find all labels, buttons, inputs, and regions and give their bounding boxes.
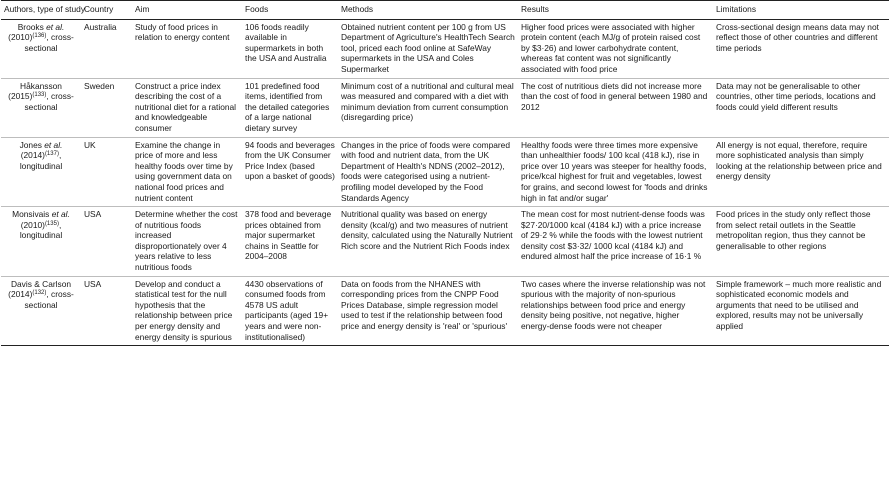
limitations-cell: Data may not be generalisable to other countries, other time periods, locations and foods could yield different results [713,78,889,137]
country-cell: USA [81,276,132,346]
header-methods: Methods [338,1,518,20]
limitations-cell: All energy is not equal, therefore, require more sophisticated analysis than simply looking at the relationship between price and energy density [713,137,889,207]
foods-cell: 4430 observations of consumed foods from 4578 US adult participants (aged 19+ years and were non-institutionalised) [242,276,338,346]
aim-cell: Determine whether the cost of nutritious foods increased disproportionately over 4 years relative to less nutritious foods [132,207,242,277]
header-limitations: Limitations [713,1,889,20]
results-cell: The mean cost for most nutrient-dense foods was $27·20/1000 kcal (4184 kJ) with a price increase of 29·2 % while the foods with the lowest nutrient density cost $3·32/ 1000 kcal (4184 kJ) and endured almost half the price increase of 16·1 % [518,207,713,277]
results-cell: Two cases where the inverse relationship was not spurious with the majority of non-spurious relationships between food price and energy density being positive, not negative, higher energy-dense foods were not cheaper [518,276,713,346]
methods-cell: Nutritional quality was based on energy density (kcal/g) and two measures of nutrient density, calculated using the Naturally Nutrient Rich score and the Nutrient Rich Foods index [338,207,518,277]
author-cell: Davis & Carlson $(2014)^{(132)}$, cross-sectional [1,276,81,346]
study-table [1,0,889,346]
header-row [1,1,889,20]
author-cell: Håkansson $(2015)^{(133)}$, cross-sectional [1,78,81,137]
methods-cell: Changes in the price of foods were compared with food and nutrient data, from the UK Department of Health's NDNS (2002–2012), foods were categorised using a nutrient-profiling model developed by the Food Standards Agency [338,137,518,207]
foods-cell: 94 foods and beverages from the UK Consumer Price Index (based upon a basket of goods) [242,137,338,207]
foods-cell: 378 food and beverage prices obtained from major supermarket chains in Seattle for 2004–2008 [242,207,338,277]
aim-cell: Examine the change in price of more and less healthy foods over time by using government data on national food prices and nutrient content [132,137,242,207]
author-cell: Brooks et al. $(2010)^{(136)}$, cross-sectional [1,19,81,78]
table-row [1,276,889,346]
results-cell: Healthy foods were three times more expensive than unhealthier foods/ 100 kcal (418 kJ), rise in price over 10 years was steeper for healthy foods, price/kcal highest for fruit and vegetables, lowest for grains, and second lowest for 'foods and drinks high in fat and/or sugar' [518,137,713,207]
header-authors: Authors, type of study [1,1,81,20]
table-row [1,78,889,137]
author-cell: Monsivais et al. $(2010)^{(135)}$, longitudinal [1,207,81,277]
aim-cell: Study of food prices in relation to energy content [132,19,242,78]
table-row [1,19,889,78]
header-results: Results [518,1,713,20]
header-aim: Aim [132,1,242,20]
limitations-cell: Simple framework – much more realistic and sophisticated economic models and arguments that need to be utilised and explored, results may not be universally applied [713,276,889,346]
methods-cell: Obtained nutrient content per 100 g from US Department of Agriculture's HealthTech Search tool, priced each food online at SafeWay supermarkets in the USA and Coles Supermarket [338,19,518,78]
results-cell: The cost of nutritious diets did not increase more than the cost of food in general between 1980 and 2012 [518,78,713,137]
country-cell: UK [81,137,132,207]
methods-cell: Minimum cost of a nutritional and cultural meal was measured and compared with a diet with minimum deviation from current consumption (disregarding price) [338,78,518,137]
limitations-cell: Food prices in the study only reflect those from select retail outlets in the Seattle metropolitan region, thus they cannot be generalisable to other regions [713,207,889,277]
results-cell: Higher food prices were associated with higher protein content (each MJ/g of protein raised cost by $3·26) and lower carbohydrate content, whereas fat content was not significantly associated with food price [518,19,713,78]
country-cell: Australia [81,19,132,78]
header-foods: Foods [242,1,338,20]
methods-cell: Data on foods from the NHANES with corresponding prices from the CNPP Food Prices Database, simple regression model used to test if the relationship between food price and energy density is 'real' or 'spurious' [338,276,518,346]
country-cell: USA [81,207,132,277]
limitations-cell: Cross-sectional design means data may not reflect those of other countries and different time periods [713,19,889,78]
aim-cell: Develop and conduct a statistical test for the null hypothesis that the relationship between price per energy density and energy density is spurious [132,276,242,346]
author-cell: Jones et al. $(2014)^{(137)}$, longitudinal [1,137,81,207]
country-cell: Sweden [81,78,132,137]
foods-cell: 106 foods readily available in supermarkets in both the USA and Australia [242,19,338,78]
foods-cell: 101 predefined food items, identified from the detailed categories of a large national dietary survey [242,78,338,137]
aim-cell: Construct a price index describing the cost of a nutritional diet for a rational and knowledgeable consumer [132,78,242,137]
table-row [1,137,889,207]
header-country: Country [81,1,132,20]
table-row [1,207,889,277]
